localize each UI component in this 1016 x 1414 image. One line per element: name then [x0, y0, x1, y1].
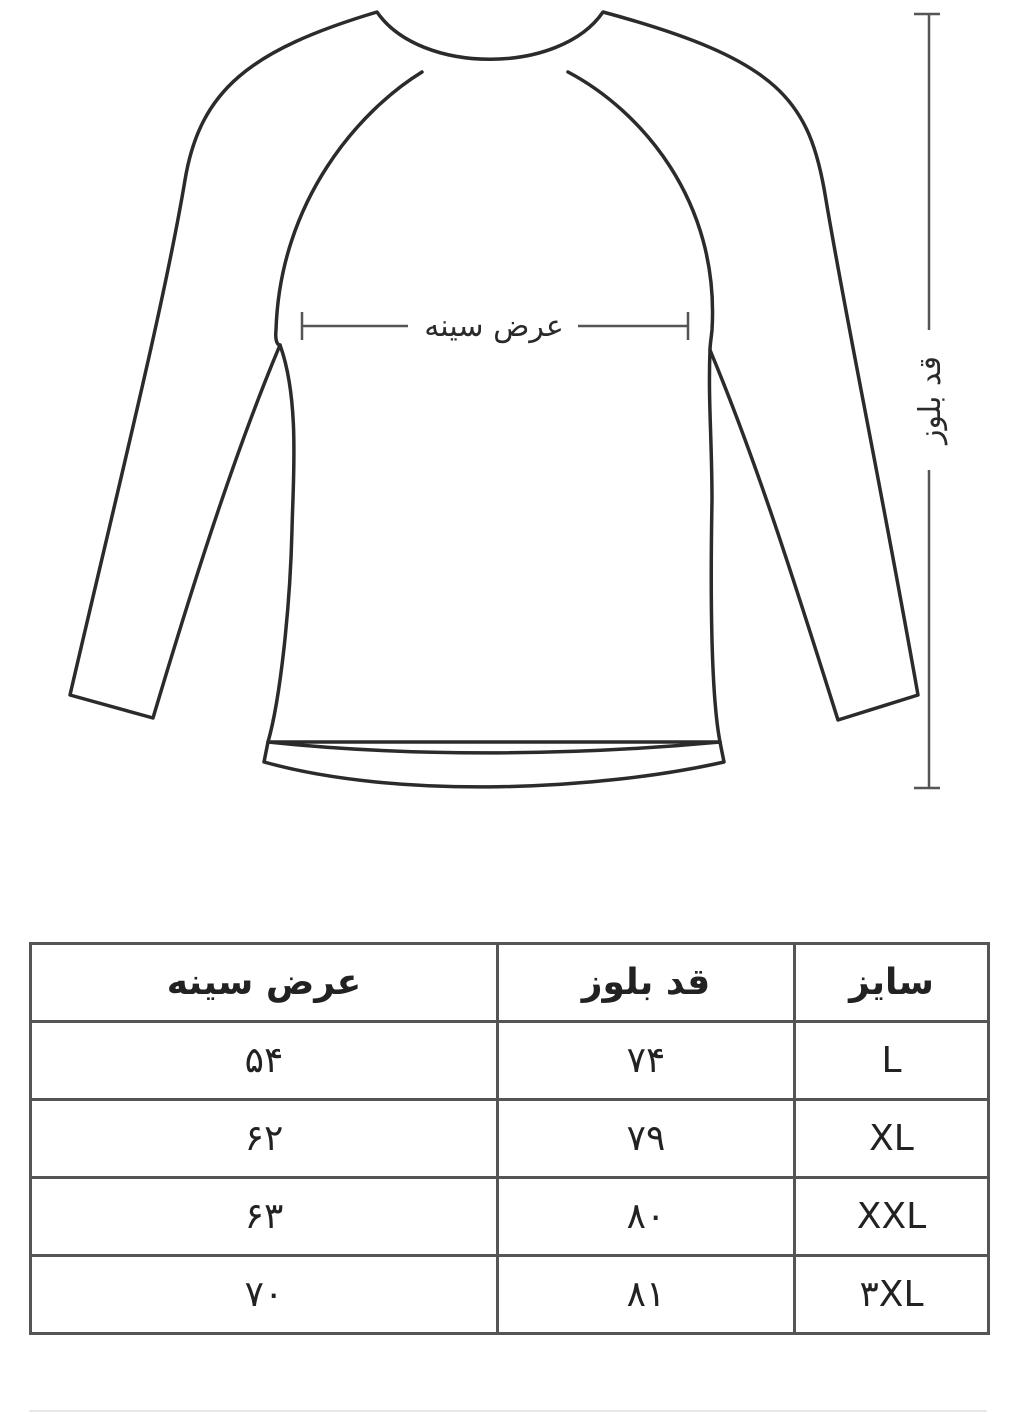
cell-length: ۷۴	[498, 1022, 795, 1100]
table-row	[31, 1178, 989, 1256]
cell-chest: ۵۴	[31, 1022, 498, 1100]
header-chest: عرض سینه	[31, 944, 498, 1022]
cell-size: ۳XL	[795, 1256, 989, 1334]
cell-length: ۸۰	[498, 1178, 795, 1256]
length-measure-label: قد بلوز	[913, 356, 948, 444]
bottom-divider	[29, 1410, 987, 1412]
cell-chest: ۶۳	[31, 1178, 498, 1256]
right-raglan-seam	[568, 72, 713, 350]
cell-size: L	[795, 1022, 989, 1100]
header-size: سایز	[795, 944, 989, 1022]
table-header-row	[31, 944, 989, 1022]
cell-chest: ۷۰	[31, 1256, 498, 1334]
cell-length: ۸۱	[498, 1256, 795, 1334]
table-row	[31, 1256, 989, 1334]
size-table	[29, 942, 990, 1335]
cell-chest: ۶۲	[31, 1100, 498, 1178]
table-row	[31, 1022, 989, 1100]
header-length: قد بلوز	[498, 944, 795, 1022]
shirt-outline	[70, 12, 918, 742]
cell-length: ۷۹	[498, 1100, 795, 1178]
cell-size: XL	[795, 1100, 989, 1178]
cell-size: XXL	[795, 1178, 989, 1256]
left-raglan-seam	[276, 72, 422, 345]
chest-measure-label: عرض سینه	[424, 309, 564, 344]
table-row	[31, 1100, 989, 1178]
